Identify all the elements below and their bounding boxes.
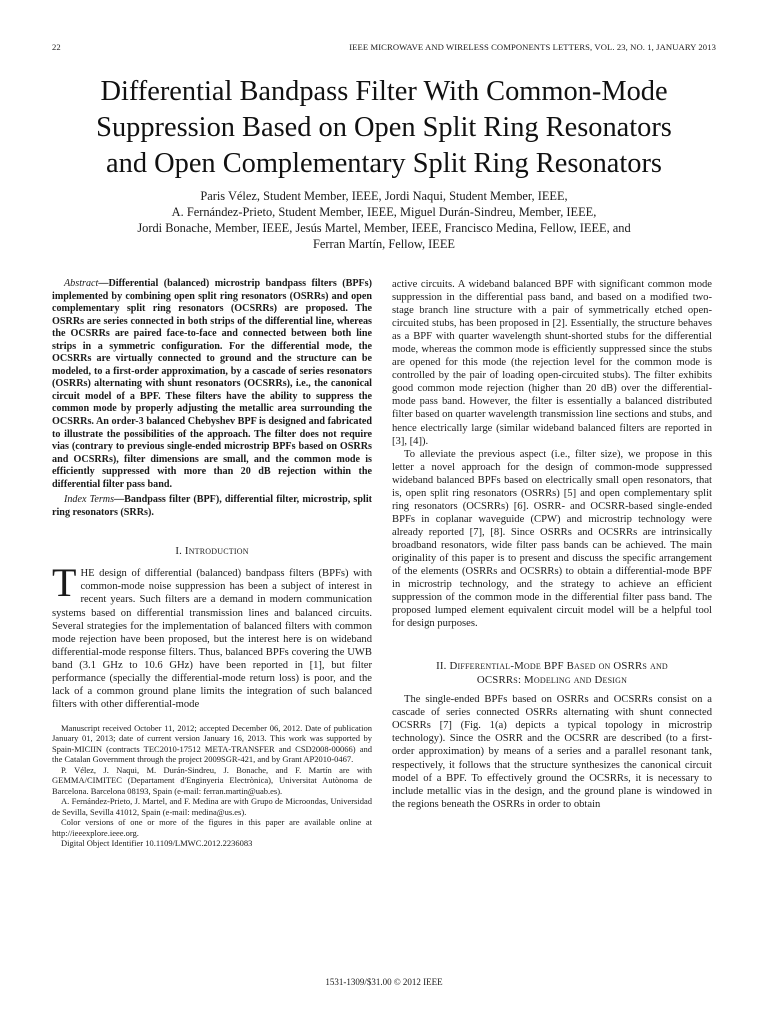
author-line: Ferran Martín, Fellow, IEEE xyxy=(313,237,455,251)
section-heading-2 xyxy=(392,660,712,687)
body-paragraph: The single-ended BPFs based on OSRRs and OCSRRs consist on a cascade of series connected OSRRs alternating with shunt connected OCSRRs [7] (Fig. 1(a) depicts a typical topology in microstrip technology). Since the OSRR and the OCSRR are described (to a first-order approximation) by means of a series and a parallel resonant tank, respectively, it follows that the structure synthesizes the canonical circuit model of a BPF. To effectively ground the OCSRRs, it is necessary to include metallic vias in the design, and the ground plane is windowed in the regions beneath the OSRRs in order to obtain xyxy=(392,694,712,810)
footnote-doi: Digital Object Identifier 10.1109/LMWC.2012.2236083 xyxy=(61,838,253,849)
introduction-body xyxy=(52,560,372,711)
drop-cap: T xyxy=(52,560,77,606)
paper-title xyxy=(40,74,728,182)
index-terms-lead: Index Terms xyxy=(64,494,115,506)
footnote-affiliation-sevilla: A. Fernández-Prieto, J. Martel, and F. Medina are with Grupo de Microondas, Universidad de Sevilla, Sevilla 41012, Spain (e-mail: medina@us.es). xyxy=(52,796,372,817)
body-paragraph: To alleviate the previous aspect (i.e., filter size), we propose in this letter a novel approach for the design of common-mode suppressed wideband balanced BPFs based on electrically small open resonators, that is, open split ring resonators (OSRRs) [5] and open complementary split ring resonators (OCSRRs) [6]. OSRR- and OCSRR-based single-ended BPFs in coplanar waveguide (CPW) and microstrip technology were already reported [7], [8]. Since OSRRs and OCSRRs are intrinsically broadband resonators, wide filter pass bands can be achieved. The main originality of this paper is to present and discuss the specific arrangement of the elements (OSRRs and OCSRRs) to obtain a differential-mode BPF in microstrip technology, and the strategy to achieve an efficient suppression of the common mode in the differential filter pass band. The proposed lumped element equivalent circuit model will be a helpful tool for design purposes. xyxy=(392,448,712,630)
journal-name: IEEE MICROWAVE AND WIRELESS COMPONENTS LETTERS, VOL. 23, NO. 1, JANUARY 2013 xyxy=(349,42,716,52)
author-list xyxy=(40,188,728,252)
abstract xyxy=(52,278,372,491)
footnote-affiliation-uab: P. Vélez, J. Naqui, M. Durán-Sindreu, J. Bonache, and F. Martín are with GEMMA/CIMITEC (Departament d'Enginyeria Electrònica), Universitat Autònoma de Barcelona. Barcelona 08193, Spain (e-mail: ferran.martin@uab.es). xyxy=(52,764,372,796)
right-column xyxy=(392,278,712,811)
index-terms-text: —Bandpass filter (BPF), differential filter, microstrip, split ring resonators (SRRs). xyxy=(52,494,373,518)
left-column xyxy=(52,278,372,849)
title-line: Suppression Based on Open Split Ring Resonators xyxy=(96,112,672,143)
author-line: Jordi Bonache, Member, IEEE, Jesús Martel, Member, IEEE, Francisco Medina, Fellow, IEEE, and xyxy=(137,221,631,235)
footnote-manuscript: Manuscript received October 11, 2012; accepted December 06, 2012. Date of publication January 01, 2013; date of current version January 16, 2013. This work was supported by Spain-MICIIN (contracts TEC2010-17512 META-TRANSFER and CSD2008-00066) and the Catalan Government through the project 2009SGR-421, and by Grant AP2010-0467. xyxy=(52,722,372,765)
abstract-lead: Abstract xyxy=(64,278,99,289)
page-header xyxy=(52,42,716,54)
footnotes xyxy=(52,723,372,849)
section-heading-introduction: I. Introduction xyxy=(175,545,249,558)
title-line: Differential Bandpass Filter With Common-Mode xyxy=(100,76,668,107)
index-terms xyxy=(52,494,372,519)
section-heading-line: II. Differential-Mode BPF Based on OSRRs and xyxy=(436,660,668,673)
title-line: and Open Complementary Split Ring Resonators xyxy=(106,148,662,179)
introduction-text: HE design of differential (balanced) bandpass filters (BPFs) with common-mode noise suppression has been a subject of interest in recent years. Such filters are a demand in modern communication systems based on differential transmission lines and balanced circuits. Several strategies for the implementation of balanced filters with common mode rejection have been proposed, but the interest here is on wideband differential-mode response filters. Thus, balanced BPFs covering the UWB band (3.1 GHz to 10.6 GHz) have been reported in [1], but filter performance (specially the differential-mode return loss) is poor, and the lack of a common ground plane limits the integration of such balanced filters with other differential-mode xyxy=(52,568,372,710)
page-number: 22 xyxy=(52,42,61,52)
footnote-color-versions: Color versions of one or more of the figures in this paper are available online at http://ieeexplore.ieee.org. xyxy=(52,817,372,838)
abstract-text: —Differential (balanced) microstrip bandpass filters (BPFs) implemented by combining open split ring resonators (OSRRs) and open complementary split ring resonators (OCSRRs) are proposed. The OSRRs are series connected in both strips of the differential line, whereas the OCSRRs are paired face-to-face and connected between both line strips in a symmetric configuration. For the differential mode, the OCSRRs are virtually connected to ground and the structure can be modeled, to a first-order approximation, by a cascade of series resonators (OSRRs) alternating with shunt resonators (OCSRRs), i.e., the canonical circuit model of a BPF. These filters have the ability to suppress the common mode by properly adjusting the metallic area surrounding the OCSRRs. An order-3 balanced Chebyshev BPF is designed and fabricated to illustrate the possibilities of the approach. The filter does not require vias (contrary to previous single-ended microstrip BPFs based on OSRRs and OCSRRs), filter dimensions are small, and the common mode is efficiently suppressed with more than 20 dB rejection within the differential filter pass band. xyxy=(52,278,372,490)
author-line: A. Fernández-Prieto, Student Member, IEEE, Miguel Durán-Sindreu, Member, IEEE, xyxy=(171,205,597,219)
section-heading-line: OCSRRs: Modeling and Design xyxy=(476,673,628,686)
copyright-footer: 1531-1309/$31.00 © 2012 IEEE xyxy=(325,977,443,987)
body-paragraph: active circuits. A wideband balanced BPF with significant common mode suppression in the differential pass band, and based on a modified two-stage branch line structure with a pair of symmetrically etched open-circuited stubs, has been proposed in [2]. Essentially, the structure behaves as a BPF with quarter wavelength shunt-shorted stubs for the differential mode, whereas the common mode is efficiently suppressed since the stubs are opened for this mode (the rejection level for the common mode is controlled by the pair of loading open-circuited stubs). The filter exhibits good common mode rejection (higher than 20 dB) over the differential-mode pass band. However, the filter is essentially a balanced distributed filter based on quarter wavelength transmission line sections and stubs, and hence electrically large (similar wideband balanced filters are reported in [3], [4]). xyxy=(392,279,712,447)
author-line: Paris Vélez, Student Member, IEEE, Jordi Naqui, Student Member, IEEE, xyxy=(200,189,568,203)
